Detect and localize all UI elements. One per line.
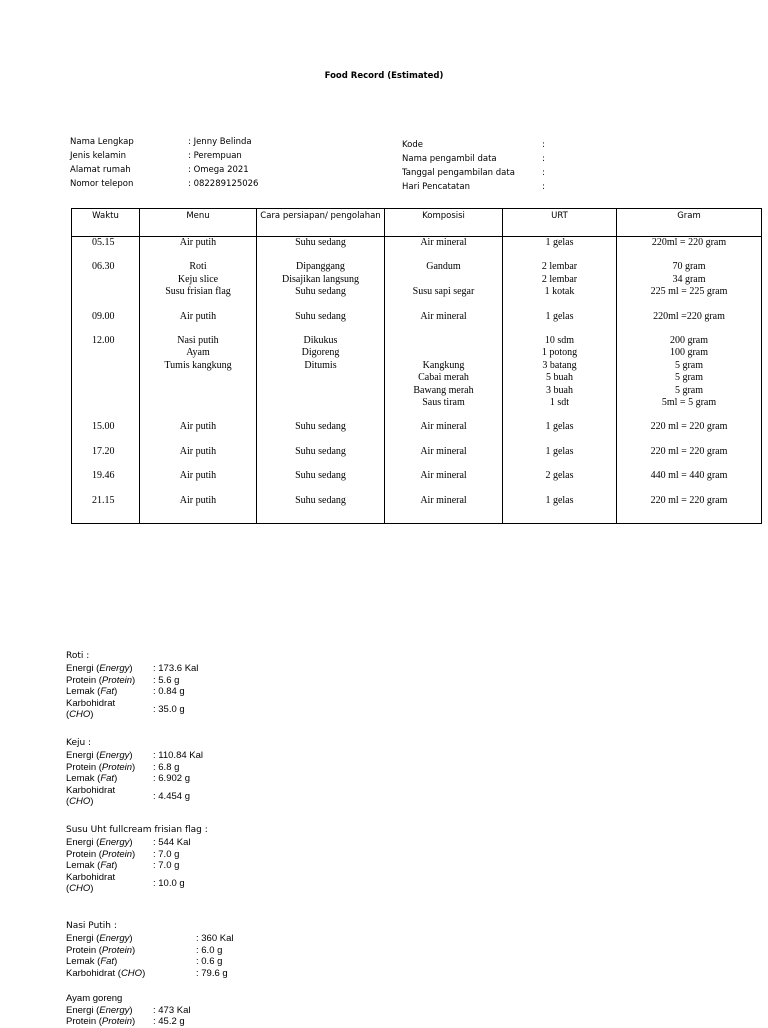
info-value: : Jenny Belinda xyxy=(188,137,252,147)
cell-line: 1 kotak xyxy=(544,286,575,298)
cell-line: 5 gram xyxy=(674,384,704,396)
info-row-tanggal xyxy=(402,166,545,180)
nutrient-label: Karbohidrat (CHO) xyxy=(66,784,116,808)
info-label: Alamat rumah xyxy=(70,165,131,175)
info-label: Nama Lengkap xyxy=(70,137,134,147)
cell-gram xyxy=(617,261,762,310)
cell-menu xyxy=(140,421,257,445)
cell-menu xyxy=(140,495,257,524)
info-row-telepon xyxy=(70,177,258,191)
nutrition-roti xyxy=(66,650,198,721)
cell-gram xyxy=(617,495,762,524)
cell-urt xyxy=(503,311,617,335)
cell-line: 2 gelas xyxy=(545,470,574,482)
cell-line: Air mineral xyxy=(420,310,467,322)
header-gram: Gram xyxy=(617,209,762,237)
cell-waktu: 21.15 xyxy=(72,495,140,524)
header-cara: Cara persiapan/ pengolahan xyxy=(257,209,385,237)
info-value: : xyxy=(542,140,545,150)
cell-komposisi xyxy=(385,335,503,421)
info-row-kode xyxy=(402,138,545,152)
cell-gram xyxy=(617,470,762,494)
cell-line: 100 gram xyxy=(669,347,709,359)
cell-line: 2 lembar xyxy=(541,273,578,285)
cell-line: 10 sdm xyxy=(544,335,575,347)
nutrition-row-lemak xyxy=(66,860,208,872)
table-body xyxy=(72,237,762,524)
cell-line: 1 gelas xyxy=(545,310,574,322)
cell-line: 5 buah xyxy=(546,372,573,384)
cell-line: 220 ml = 220 gram xyxy=(650,494,728,506)
info-label: Jenis kelamin xyxy=(70,151,127,161)
cell-line: Keju slice xyxy=(177,273,219,285)
nutrition-row-protein xyxy=(66,1016,191,1028)
cell-cara xyxy=(257,237,385,262)
cell-line: Air putih xyxy=(179,237,217,248)
cell-line: 220ml = 220 gram xyxy=(651,237,727,248)
nutrient-value: : 0.6 g xyxy=(196,956,223,968)
cell-gram xyxy=(617,421,762,445)
nutrient-label: Lemak (Fat) xyxy=(66,860,118,872)
info-label: Tanggal pengambilan data xyxy=(402,168,515,178)
nutrition-title: Susu Uht fullcream frisian flag : xyxy=(66,825,208,835)
cell-cara xyxy=(257,470,385,494)
cell-urt xyxy=(503,421,617,445)
nutrient-value: : 79.6 g xyxy=(196,967,228,979)
cell-menu xyxy=(140,311,257,335)
cell-urt xyxy=(503,470,617,494)
cell-line: Air putih xyxy=(179,421,217,433)
cell-komposisi xyxy=(385,311,503,335)
cell-line: Suhu sedang xyxy=(295,445,346,457)
nutrient-value: : 7.0 g xyxy=(153,848,180,860)
info-value: : Perempuan xyxy=(188,151,242,161)
nutrient-label: Energi (Energy) xyxy=(66,933,133,944)
info-value: : xyxy=(542,168,545,178)
header-urt: URT xyxy=(503,209,617,237)
cell-waktu: 12.00 xyxy=(72,335,140,421)
info-label: Hari Pencatatan xyxy=(402,182,470,192)
cell-line: 1 gelas xyxy=(545,494,574,506)
table-row xyxy=(72,470,762,494)
food-record-table xyxy=(71,208,762,524)
cell-line: 1 sdt xyxy=(549,397,570,409)
nutrition-row-energi xyxy=(66,663,198,675)
info-row-hari xyxy=(402,180,545,194)
nutrition-row-lemak xyxy=(66,956,234,968)
nutrient-value: : 4.454 g xyxy=(153,790,190,802)
cell-line: Nasi putih xyxy=(177,335,219,347)
cell-line: Bawang merah xyxy=(413,384,474,396)
cell-komposisi xyxy=(385,261,503,310)
cell-menu xyxy=(140,470,257,494)
nutrition-row-energi xyxy=(66,837,208,849)
nutrition-ayam xyxy=(66,993,191,1028)
info-value: : 082289125026 xyxy=(188,179,259,189)
cell-urt xyxy=(503,495,617,524)
nutrition-row-lemak xyxy=(66,773,203,785)
cell-line: Ayam xyxy=(186,347,210,359)
cell-line: Suhu sedang xyxy=(295,494,346,506)
cell-line: Dikukus xyxy=(303,335,338,347)
nutrition-title: Ayam goreng xyxy=(66,993,123,1004)
cell-cara xyxy=(257,261,385,310)
cell-cara xyxy=(257,311,385,335)
cell-menu xyxy=(140,446,257,470)
cell-line: Cabai merah xyxy=(418,372,469,384)
nutrient-label: Energi (Energy) xyxy=(66,837,133,848)
cell-urt xyxy=(503,237,617,262)
cell-line xyxy=(387,335,500,347)
cell-menu xyxy=(140,335,257,421)
nutrient-label: Energi (Energy) xyxy=(66,663,133,674)
cell-line: 220ml =220 gram xyxy=(653,310,725,322)
collection-info xyxy=(402,138,545,194)
header-komposisi: Komposisi xyxy=(385,209,503,237)
nutrition-row-energi xyxy=(66,933,234,945)
cell-line: Kangkung xyxy=(422,359,465,371)
nutrition-title: Nasi Putih : xyxy=(66,921,117,931)
cell-line: Tumis kangkung xyxy=(164,359,232,371)
header-menu: Menu xyxy=(140,209,257,237)
nutrient-label: Karbohidrat (CHO) xyxy=(66,967,146,979)
nutrition-row-lemak xyxy=(66,686,198,698)
nutrient-label: Lemak (Fat) xyxy=(66,956,118,968)
nutrition-row-protein xyxy=(66,762,203,774)
cell-line: Ditumis xyxy=(304,359,337,371)
cell-line: 3 buah xyxy=(546,384,573,396)
cell-line: Air putih xyxy=(179,445,217,457)
cell-line: Air putih xyxy=(179,494,217,506)
cell-line: 3 batang xyxy=(542,359,577,371)
cell-line: Suhu sedang xyxy=(295,470,346,482)
nutrient-value: : 544 Kal xyxy=(153,837,191,848)
cell-urt xyxy=(503,335,617,421)
cell-line: Saus tiram xyxy=(422,397,465,409)
cell-cara xyxy=(257,421,385,445)
nutrition-row-karbo xyxy=(66,698,198,721)
nutrient-value: : 6.902 g xyxy=(153,773,190,785)
nutrient-label: Protein (Protein) xyxy=(66,674,136,686)
nutrient-value: : 110.84 Kal xyxy=(153,750,204,761)
cell-line: Air putih xyxy=(179,470,217,482)
nutrition-row-protein xyxy=(66,849,208,861)
cell-line: Suhu sedang xyxy=(295,286,346,298)
cell-gram xyxy=(617,237,762,262)
cell-line: 2 lembar xyxy=(541,261,578,273)
cell-line: 1 gelas xyxy=(545,237,574,248)
nutrient-value: : 6.0 g xyxy=(196,944,223,956)
cell-line: 5 gram xyxy=(674,359,704,371)
info-value: : Omega 2021 xyxy=(188,165,249,175)
cell-line: Air mineral xyxy=(420,470,467,482)
cell-komposisi xyxy=(385,421,503,445)
nutrition-row-energi xyxy=(66,750,203,762)
cell-gram xyxy=(617,311,762,335)
nutrient-label: Protein (Protein) xyxy=(66,848,136,860)
nutrient-value: : 45.2 g xyxy=(153,1016,185,1028)
nutrient-label: Karbohidrat (CHO) xyxy=(66,871,116,895)
nutrition-row-karbo xyxy=(66,872,208,895)
cell-waktu: 19.46 xyxy=(72,470,140,494)
nutrition-title: Roti : xyxy=(66,651,90,661)
cell-line: 225 ml = 225 gram xyxy=(650,286,728,298)
nutrient-value: : 35.0 g xyxy=(153,703,185,715)
nutrient-value: : 10.0 g xyxy=(153,877,185,889)
nutrition-row-protein xyxy=(66,675,198,687)
table-row xyxy=(72,421,762,445)
nutrient-label: Protein (Protein) xyxy=(66,944,136,956)
nutrient-value: : 173.6 Kal xyxy=(153,663,199,674)
nutrition-row-energi xyxy=(66,1005,191,1017)
cell-waktu: 09.00 xyxy=(72,311,140,335)
cell-line xyxy=(387,347,500,359)
info-label: Kode xyxy=(402,140,423,150)
nutrient-value: : 7.0 g xyxy=(153,860,180,872)
cell-komposisi xyxy=(385,446,503,470)
info-row-alamat xyxy=(70,163,258,177)
nutrient-value: : 473 Kal xyxy=(153,1004,191,1016)
info-value: : xyxy=(542,182,545,192)
nutrient-value: : 6.8 g xyxy=(153,761,180,773)
cell-line: 440 ml = 440 gram xyxy=(650,470,728,482)
cell-waktu: 06.30 xyxy=(72,261,140,310)
nutrient-label: Karbohidrat (CHO) xyxy=(66,697,116,721)
nutrient-label: Energi (Energy) xyxy=(66,1004,133,1016)
cell-line: Susu sapi segar xyxy=(412,286,475,298)
table-header-row xyxy=(72,209,762,237)
header-waktu: Waktu xyxy=(72,209,140,237)
nutrient-label: Protein (Protein) xyxy=(66,1016,136,1028)
cell-line: 220 ml = 220 gram xyxy=(650,445,728,457)
cell-line: 5ml = 5 gram xyxy=(661,397,717,409)
nutrition-keju xyxy=(66,737,203,808)
info-label: Nomor telepon xyxy=(70,179,134,189)
table-row xyxy=(72,495,762,524)
cell-line: 200 gram xyxy=(669,335,709,347)
cell-cara xyxy=(257,495,385,524)
cell-waktu: 17.20 xyxy=(72,446,140,470)
cell-menu xyxy=(140,237,257,262)
cell-line: Suhu sedang xyxy=(295,421,346,433)
cell-komposisi xyxy=(385,237,503,262)
cell-line: Air mineral xyxy=(420,237,467,248)
cell-cara xyxy=(257,335,385,421)
table-row xyxy=(72,446,762,470)
cell-line: Suhu sedang xyxy=(295,237,346,248)
cell-line: 34 gram xyxy=(672,273,706,285)
info-row-pengambil xyxy=(402,152,545,166)
nutrient-label: Lemak (Fat) xyxy=(66,686,118,698)
info-row-jenis-kelamin xyxy=(70,149,258,163)
info-label: Nama pengambil data xyxy=(402,154,497,164)
cell-gram xyxy=(617,446,762,470)
cell-line: Susu frisian flag xyxy=(165,286,231,298)
nutrition-row-karbo xyxy=(66,785,203,808)
cell-line xyxy=(387,274,500,286)
cell-menu xyxy=(140,261,257,310)
nutrition-row-protein xyxy=(66,945,234,957)
info-value: : xyxy=(542,154,545,164)
table-row xyxy=(72,237,762,262)
cell-line: Air mineral xyxy=(420,494,467,506)
cell-line: Air mineral xyxy=(420,421,467,433)
table-row xyxy=(72,311,762,335)
table-row xyxy=(72,335,762,421)
cell-line: Air mineral xyxy=(420,445,467,457)
cell-line: Dipanggang xyxy=(296,261,345,273)
cell-urt xyxy=(503,446,617,470)
cell-gram xyxy=(617,335,762,421)
nutrition-title: Keju : xyxy=(66,738,92,748)
nutrient-value: : 0.84 g xyxy=(153,686,185,698)
nutrient-label: Energi (Energy) xyxy=(66,750,133,761)
cell-komposisi xyxy=(385,470,503,494)
info-row-nama xyxy=(70,135,258,149)
cell-line: Air putih xyxy=(179,310,217,322)
nutrition-susu xyxy=(66,824,208,895)
table-row xyxy=(72,261,762,310)
cell-line: Digoreng xyxy=(301,347,340,359)
cell-line: 1 potong xyxy=(541,347,578,359)
cell-urt xyxy=(503,261,617,310)
cell-line: Roti xyxy=(189,261,207,273)
cell-waktu: 15.00 xyxy=(72,421,140,445)
cell-line: 1 gelas xyxy=(545,421,574,433)
cell-line: Disajikan langsung xyxy=(282,273,359,285)
cell-line: 70 gram xyxy=(672,261,706,273)
document-title: Food Record (Estimated) xyxy=(324,71,444,81)
respondent-info xyxy=(70,135,258,191)
cell-cara xyxy=(257,446,385,470)
cell-komposisi xyxy=(385,495,503,524)
cell-line: 1 gelas xyxy=(545,445,574,457)
cell-waktu: 05.15 xyxy=(72,237,140,262)
cell-line: 5 gram xyxy=(674,372,704,384)
nutrient-label: Protein (Protein) xyxy=(66,761,136,773)
cell-line: Suhu sedang xyxy=(295,310,346,322)
cell-line: 220 ml = 220 gram xyxy=(650,421,728,433)
nutrition-nasi xyxy=(66,920,234,979)
nutrition-row-karbo xyxy=(66,968,234,980)
cell-line: Gandum xyxy=(426,261,461,273)
nutrient-value: : 360 Kal xyxy=(196,933,234,944)
nutrient-label: Lemak (Fat) xyxy=(66,773,118,785)
nutrient-value: : 5.6 g xyxy=(153,674,180,686)
